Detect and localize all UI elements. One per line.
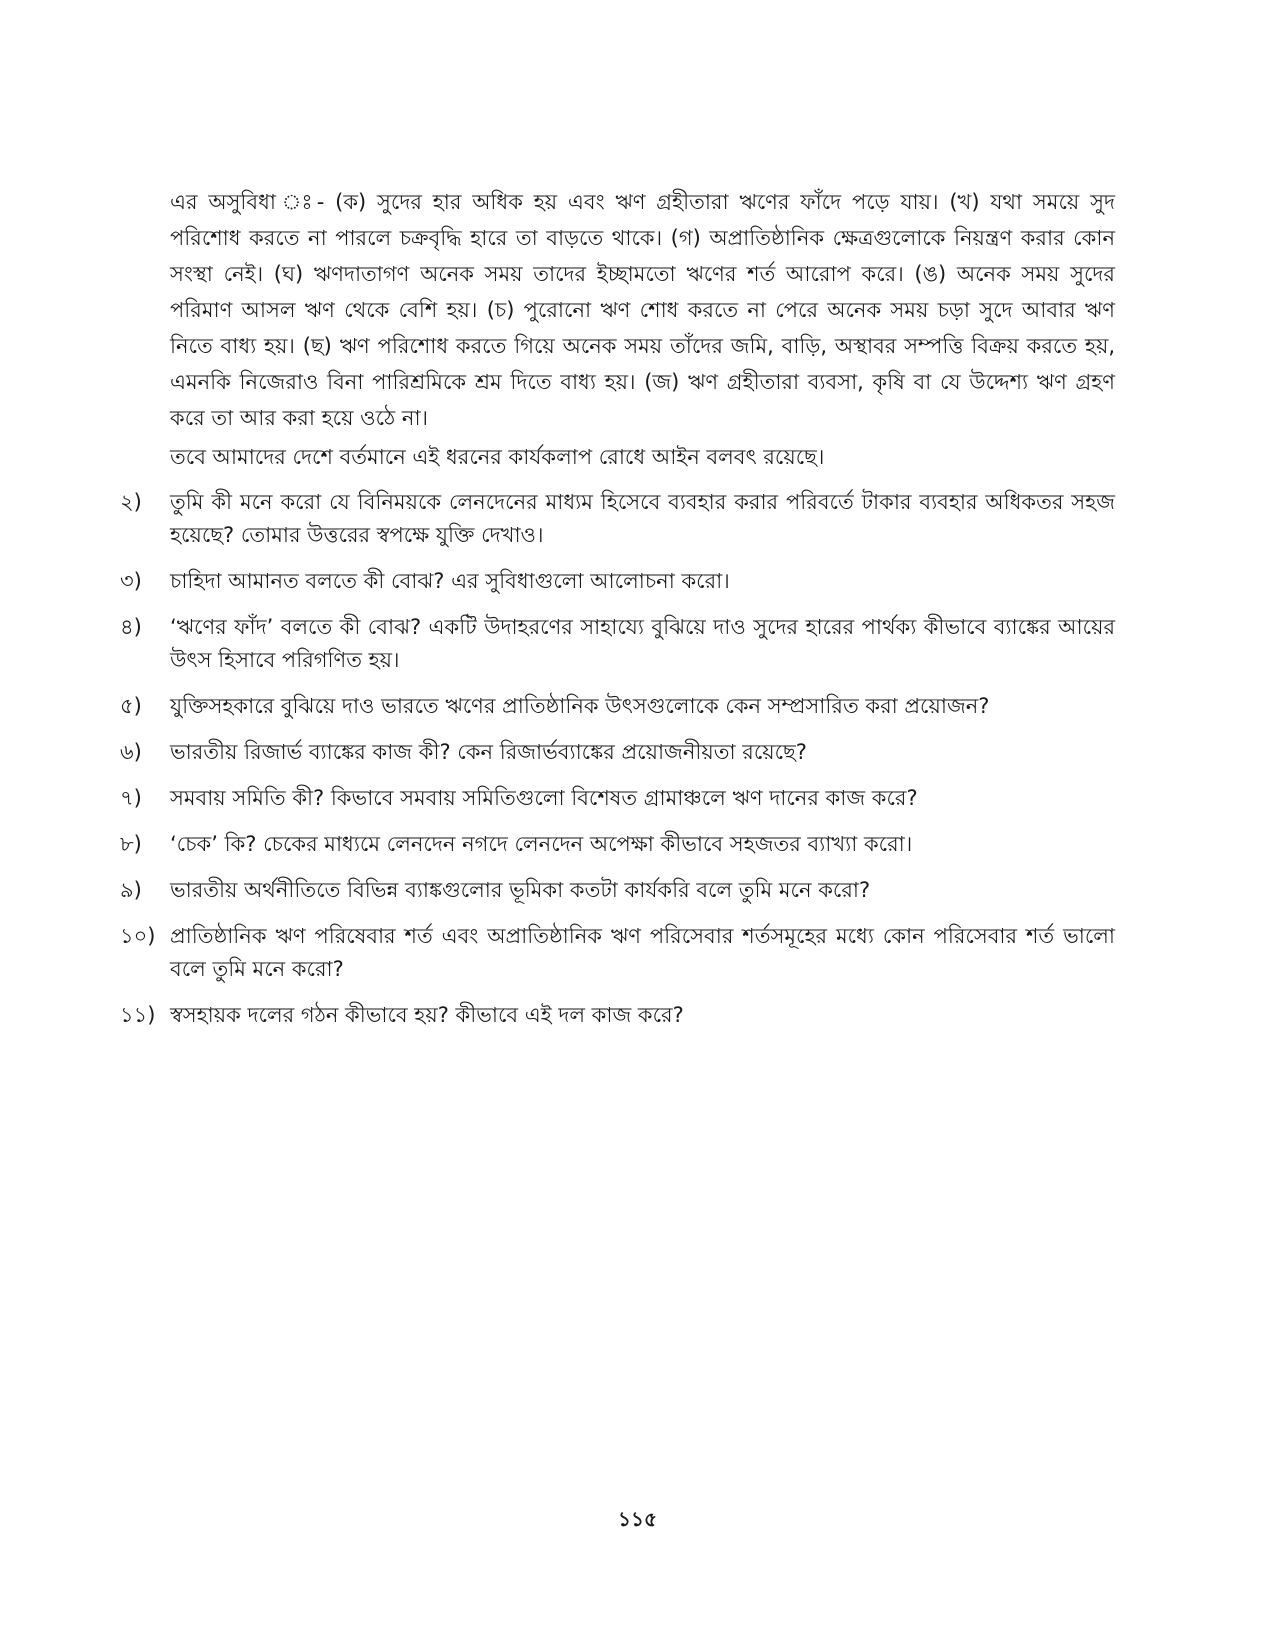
- question-number: ৫): [120, 694, 142, 718]
- question-text: সমবায় সমিতি কী? কিভাবে সমবায় সমিতিগুলো বিশেষত গ্রামাঞ্চলে ঋণ দানের কাজ করে?: [170, 786, 918, 810]
- question-list: [120, 486, 1115, 1045]
- question-number: ১১): [120, 1003, 156, 1027]
- question-text: স্বসহায়ক দলের গঠন কীভাবে হয়? কীভাবে এই দল কাজ করে?: [170, 1003, 684, 1027]
- question-number: ৩): [120, 569, 142, 593]
- question-text: তুমি কী মনে করো যে বিনিময়কে লেনদেনের মাধ্যম হিসেবে ব্যবহার করার পরিবর্তে টাকার ব্যবহার অধিকতর সহজ হয়েছে? তোমার উত্তরের স্বপক্ষে যুক্তি দেখাও।: [170, 490, 1115, 547]
- question-text: প্রাতিষ্ঠানিক ঋণ পরিষেবার শর্ত এবং অপ্রাতিষ্ঠানিক ঋণ পরিসেবার শর্তসমূহের মধ্যে কোন পরিসেবার শর্ত ভালো বলে তুমি মনে করো?: [170, 924, 1115, 981]
- question-number: ১০): [120, 924, 156, 948]
- question-item: [120, 611, 1115, 677]
- question-number: ২): [120, 490, 142, 514]
- question-number: ৪): [120, 615, 142, 639]
- question-number: ৯): [120, 878, 142, 902]
- law-paragraph: তবে আমাদের দেশে বর্তমানে এই ধরনের কার্যকলাপ রোধে আইন বলবৎ রয়েছে।: [170, 445, 825, 469]
- disadvantages-paragraph: এর অসুবিধা ঃ- (ক) সুদের হার অধিক হয় এবং ঋণ গ্রহীতারা ঋণের ফাঁদে পড়ে যায়। (খ) যথা সময়ে সুদ পরিশোধ করতে না পারলে চক্রবৃদ্ধি হারে তা বাড়তে থাকে। (গ) অপ্রাতিষ্ঠানিক ক্ষেত্রগুলোকে নিয়ন্ত্রণ করার কোন সংস্থা নেই। (ঘ) ঋণদাতাগণ অনেক সময় তাদের ইচ্ছামতো ঋণের শর্ত আরোপ করে। (ঙ) অনেক সময় সুদের পরিমাণ আসল ঋণ থেকে বেশি হয়। (চ) পুরোনো ঋণ শোধ করতে না পেরে অনেক সময় চড়া সুদে আবার ঋণ নিতে বাধ্য হয়। (ছ) ঋণ পরিশোধ করতে গিয়ে অনেক সময় তাঁদের জমি, বাড়ি, অস্থাবর সম্পত্তি বিক্রয় করতে হয়, এমনকি নিজেরাও বিনা পারিশ্রমিকে শ্রম দিতে বাধ্য হয়। (জ) ঋণ গ্রহীতারা ব্যবসা, কৃষি বা যে উদ্দেশ্য ঋণ গ্রহণ করে তা আর করা হয়ে ওঠে না।: [170, 190, 1115, 430]
- question-item: [120, 920, 1115, 986]
- question-number: ৬): [120, 740, 142, 764]
- question-item: [120, 828, 1115, 861]
- question-text: ‘চেক’ কি? চেকের মাধ্যমে লেনদেন নগদে লেনদেন অপেক্ষা কীভাবে সহজতর ব্যাখ্যা করো।: [170, 832, 913, 856]
- question-number: ৮): [120, 832, 142, 856]
- question-item: [120, 999, 1115, 1032]
- question-number: ৭): [120, 786, 142, 810]
- question-item: [120, 782, 1115, 815]
- question-item: [120, 690, 1115, 723]
- question-text: যুক্তিসহকারে বুঝিয়ে দাও ভারতে ঋণের প্রাতিষ্ঠানিক উৎসগুলোকে কেন সম্প্রসারিত করা প্রয়োজন?: [170, 694, 990, 718]
- question-text: ভারতীয় অর্থনীতিতে বিভিন্ন ব্যাঙ্কগুলোর ভূমিকা কতটা কার্যকরি বলে তুমি মনে করো?: [170, 878, 871, 902]
- question-item: [120, 565, 1115, 598]
- question-text: চাহিদা আমানত বলতে কী বোঝ? এর সুবিধাগুলো আলোচনা করো।: [170, 569, 730, 593]
- question-item: [120, 874, 1115, 907]
- question-item: [120, 486, 1115, 552]
- question-text: ভারতীয় রিজার্ভ ব্যাঙ্কের কাজ কী? কেন রিজার্ভব্যাঙ্কের প্রয়োজনীয়তা রয়েছে?: [170, 740, 807, 764]
- question-text: ‘ঋণের ফাঁদ’ বলতে কী বোঝ? একটি উদাহরণের সাহায্যে বুঝিয়ে দাও সুদের হারের পার্থক্য কীভাবে ব্যাঙ্কের আয়ের উৎস হিসাবে পরিগণিত হয়।: [170, 615, 1115, 672]
- question-item: [120, 736, 1115, 769]
- page-number: ১১৫: [618, 1507, 657, 1531]
